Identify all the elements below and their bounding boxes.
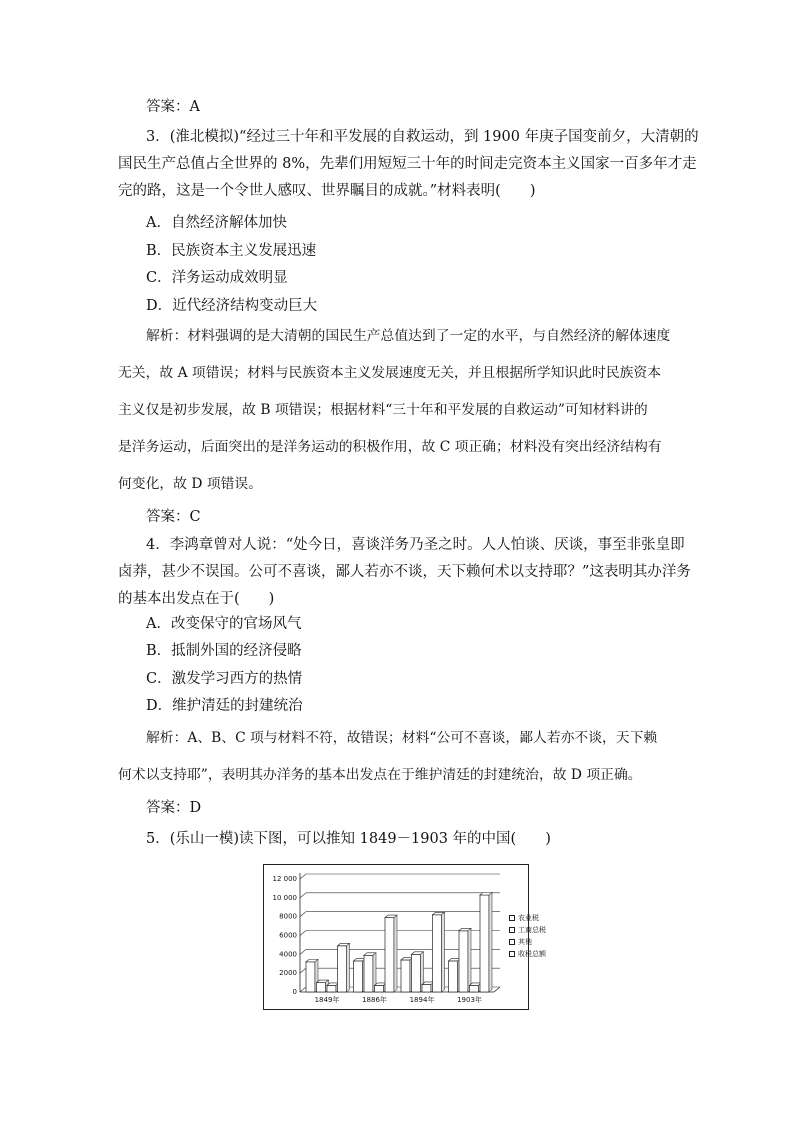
question-3-option-c: C．洋务运动成效明显: [146, 270, 288, 286]
question-4-stem: [118, 532, 691, 613]
answer-label: 答案：: [146, 99, 190, 115]
explanation-line: 无关，故 A 项错误；材料与民族资本主义发展速度无关，并且根据所学知识此时民族资本: [118, 365, 662, 381]
bar-side: [442, 912, 445, 992]
question-4-line: 卤莽，甚少不误国。公可不喜谈，鄙人若亦不谈，天下赖何术以支持耶？”这表明其办洋务: [118, 564, 691, 580]
x-tick-label: 1886年: [362, 996, 387, 1004]
y-tick-label: 10 000: [272, 893, 297, 902]
legend-label: 其他: [518, 938, 532, 946]
question-4-option-b: B．抵制外国的经济侵略: [146, 643, 302, 659]
bar-side: [468, 928, 471, 992]
bar: [327, 985, 336, 992]
bar: [375, 985, 384, 992]
y-tick-label: 12 000: [272, 875, 297, 883]
legend-entry: [509, 924, 546, 936]
bar: [449, 961, 458, 992]
y-tick-label: 6000: [279, 931, 297, 940]
x-tick-label: 1894年: [409, 996, 435, 1004]
bar: [422, 984, 431, 992]
gridline-depth: [300, 931, 306, 936]
explanation-line: 解析：A、B、C 项与材料不符，故错误；材料“公可不喜谈，鄙人若亦不谈，天下赖: [146, 730, 658, 746]
bar-side: [347, 943, 350, 992]
question-4-line: 的基本出发点在于( ): [118, 591, 275, 607]
gridline-depth: [300, 987, 306, 992]
x-axis-depth: [494, 987, 500, 992]
gridline-depth: [300, 874, 306, 879]
legend-entry: [509, 936, 546, 948]
question-3-option-a: A．自然经济解体加快: [146, 215, 287, 231]
y-tick-label: 8000: [279, 912, 297, 921]
question-3-line: 3．(淮北模拟)“经过三十年和平发展的自救运动，到 1900 年庚子国变前夕，大清朝的: [146, 129, 699, 145]
y-tick-label: 0: [292, 988, 297, 996]
bar: [354, 961, 363, 992]
bar: [364, 955, 373, 992]
gridline-depth: [300, 968, 306, 973]
bar: [412, 954, 421, 992]
legend-label: 农业税: [518, 914, 539, 922]
y-tick-label: 4000: [279, 950, 297, 959]
legend-swatch: [509, 927, 515, 933]
bar-side: [489, 893, 492, 992]
bar: [338, 946, 347, 992]
legend-label: 收税总额: [518, 950, 546, 958]
bar: [385, 918, 394, 992]
question-5-stem: 5．(乐山一模)读下图，可以推知 1849－1903 年的中国( ): [146, 831, 551, 847]
legend-swatch: [509, 951, 515, 957]
bar: [459, 931, 468, 992]
question-4-line: 4．李鸿章曾对人说：“处今日，喜谈洋务乃圣之时。人人怕谈、厌谈，事至非张皇即: [146, 537, 685, 553]
question-3-stem: [118, 124, 699, 205]
explanation-line: 主义仅是初步发展，故 B 项错误；根据材料“三十年和平发展的自救运动”可知材料讲的: [118, 402, 648, 418]
explanation-line: 是洋务运动，后面突出的是洋务运动的积极作用，故 C 项正确；材料没有突出经济结构有: [118, 439, 662, 455]
explanation-line: 解析：材料强调的是大清朝的国民生产总值达到了一定的水平，与自然经济的解体速度: [146, 328, 671, 344]
bar: [480, 895, 489, 992]
question-4-explanation: [118, 720, 688, 794]
chart-legend: [509, 912, 546, 960]
gridline-depth: [300, 912, 306, 917]
question-3-option-b: B．民族资本主义发展迅速: [146, 243, 317, 259]
bar: [433, 915, 442, 992]
legend-entry: [509, 912, 546, 924]
question-3-option-d: D．近代经济结构变动巨大: [146, 298, 318, 314]
legend-swatch: [509, 939, 515, 945]
x-tick-label: 1849年: [314, 996, 340, 1004]
tax-bar-chart: [263, 864, 529, 1010]
gridline-depth: [300, 893, 306, 898]
question-3-line: 完的路，这是一个令世人感叹、世界瞩目的成就。”材料表明( ): [118, 183, 536, 199]
legend-swatch: [509, 915, 515, 921]
y-tick-label: 2000: [279, 969, 297, 978]
answer-value: A: [189, 99, 200, 115]
x-tick-label: 1903年: [457, 996, 482, 1004]
chart-canvas: [264, 865, 528, 1009]
legend-label: 工商总税: [518, 926, 546, 934]
question-4-option-d: D．维护清廷的封建统治: [146, 698, 303, 714]
question-3-explanation: [118, 318, 688, 503]
question-3-answer: 答案：C: [146, 509, 201, 525]
bar: [401, 960, 410, 992]
gridline-depth: [300, 949, 306, 954]
bar: [306, 962, 315, 992]
bar: [470, 985, 479, 992]
question-4-option-c: C．激发学习西方的热情: [146, 671, 303, 687]
explanation-line: 何变化，故 D 项错误。: [118, 476, 263, 492]
question-4-option-a: A．改变保守的官场风气: [146, 616, 302, 632]
explanation-line: 何术以支持耶”，表明其办洋务的基本出发点在于维护清廷的封建统治，故 D 项正确。: [118, 767, 642, 783]
legend-entry: [509, 948, 546, 960]
question-3-line: 国民生产总值占全世界的 8%，先辈们用短短三十年的时间走完资本主义国家一百多年才走: [118, 156, 697, 172]
bar: [317, 983, 326, 992]
question-4-answer: 答案：D: [146, 800, 202, 816]
bar-side: [394, 915, 397, 992]
previous-answer: [146, 96, 200, 118]
